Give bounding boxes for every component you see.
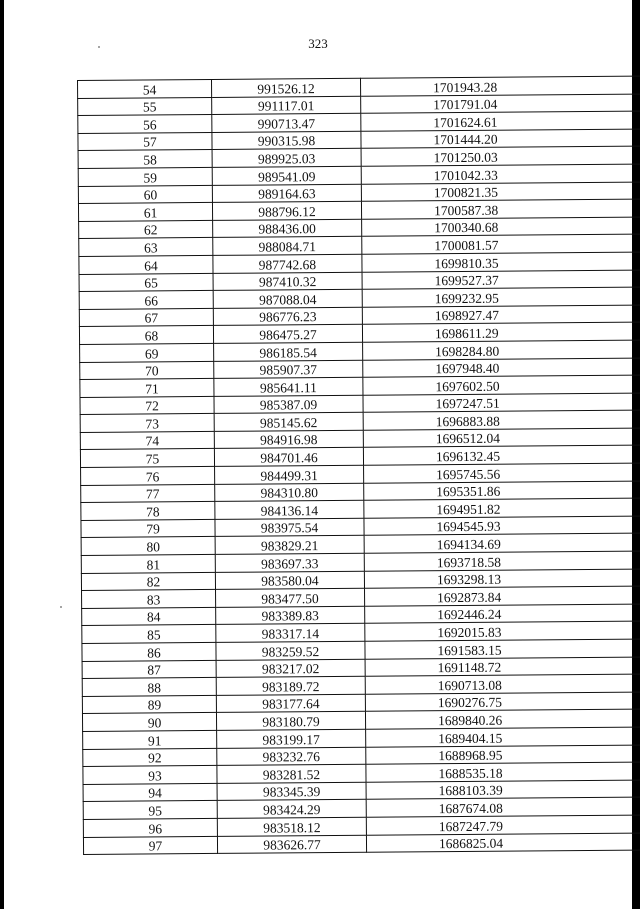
x-coordinate-cell: 989164.63 [212, 184, 361, 203]
x-coordinate-cell: 991526.12 [211, 78, 360, 97]
y-coordinate-cell: 1698611.29 [362, 322, 640, 342]
x-coordinate-cell: 983389.83 [216, 606, 365, 625]
point-number-cell: 71 [80, 379, 214, 398]
point-number-cell: 76 [81, 466, 215, 485]
x-coordinate-cell: 987742.68 [213, 254, 362, 273]
x-coordinate-cell: 984916.98 [214, 430, 363, 449]
document-page [4, 0, 632, 909]
y-coordinate-cell: 1696132.45 [363, 445, 640, 465]
x-coordinate-cell: 983424.29 [217, 800, 366, 819]
x-coordinate-cell: 986776.23 [213, 307, 362, 326]
y-coordinate-cell: 1701791.04 [361, 93, 640, 113]
x-coordinate-cell: 983180.79 [216, 712, 365, 731]
point-number-cell: 64 [79, 255, 213, 274]
y-coordinate-cell: 1700081.57 [362, 234, 640, 254]
point-number-cell: 78 [81, 502, 215, 521]
y-coordinate-cell: 1688535.18 [366, 762, 640, 782]
x-coordinate-cell: 983580.04 [215, 571, 364, 590]
point-number-cell: 57 [78, 132, 212, 151]
point-number-cell: 65 [79, 273, 213, 292]
point-number-cell: 63 [79, 238, 213, 257]
y-coordinate-cell: 1691148.72 [365, 656, 640, 676]
y-coordinate-cell: 1693298.13 [364, 568, 640, 588]
y-coordinate-cell: 1700821.35 [361, 181, 640, 201]
point-number-cell: 54 [78, 79, 212, 98]
y-coordinate-cell: 1697948.40 [363, 357, 640, 377]
point-number-cell: 55 [78, 97, 212, 116]
point-number-cell: 59 [78, 167, 212, 186]
point-number-cell: 73 [80, 414, 214, 433]
point-number-cell: 84 [82, 607, 216, 626]
point-number-cell: 96 [83, 818, 217, 837]
point-number-cell: 94 [83, 783, 217, 802]
x-coordinate-cell: 983697.33 [215, 553, 364, 572]
point-number-cell: 60 [78, 185, 212, 204]
point-number-cell: 77 [81, 484, 215, 503]
point-number-cell: 80 [81, 537, 215, 556]
x-coordinate-cell: 986475.27 [213, 325, 362, 344]
y-coordinate-cell: 1692873.84 [365, 586, 640, 606]
x-coordinate-cell: 984701.46 [214, 448, 363, 467]
point-number-cell: 90 [82, 713, 216, 732]
x-coordinate-cell: 985387.09 [214, 395, 363, 414]
y-coordinate-cell: 1697247.51 [363, 393, 640, 413]
x-coordinate-cell: 983281.52 [217, 764, 366, 783]
x-coordinate-cell: 983259.52 [216, 641, 365, 660]
x-coordinate-cell: 986185.54 [214, 342, 363, 361]
point-number-cell: 89 [82, 695, 216, 714]
coordinate-table [77, 75, 640, 855]
point-number-cell: 81 [81, 554, 215, 573]
point-number-cell: 97 [83, 836, 217, 855]
point-number-cell: 75 [80, 449, 214, 468]
y-coordinate-cell: 1687247.79 [366, 815, 640, 835]
x-coordinate-cell: 984310.80 [215, 483, 364, 502]
point-number-cell: 62 [79, 220, 213, 239]
y-coordinate-cell: 1701250.03 [361, 146, 640, 166]
point-number-cell: 79 [81, 519, 215, 538]
x-coordinate-cell: 983177.64 [216, 694, 365, 713]
x-coordinate-cell: 990315.98 [212, 131, 361, 150]
x-coordinate-cell: 985641.11 [214, 377, 363, 396]
y-coordinate-cell: 1693718.58 [364, 551, 640, 571]
y-coordinate-cell: 1699232.95 [362, 287, 640, 307]
y-coordinate-cell: 1692446.24 [365, 604, 640, 624]
y-coordinate-cell: 1690713.08 [365, 674, 640, 694]
y-coordinate-cell: 1695745.56 [364, 463, 640, 483]
x-coordinate-cell: 989541.09 [212, 166, 361, 185]
x-coordinate-cell: 985145.62 [214, 413, 363, 432]
y-coordinate-cell: 1701943.28 [360, 76, 640, 96]
x-coordinate-cell: 989925.03 [212, 149, 361, 168]
point-number-cell: 68 [79, 326, 213, 345]
x-coordinate-cell: 987088.04 [213, 289, 362, 308]
y-coordinate-cell: 1694134.69 [364, 533, 640, 553]
y-coordinate-cell: 1701624.61 [361, 111, 640, 131]
x-coordinate-cell: 983232.76 [217, 747, 366, 766]
x-coordinate-cell: 983626.77 [217, 835, 366, 854]
y-coordinate-cell: 1698927.47 [362, 305, 640, 325]
page-number: 323 [308, 36, 328, 51]
y-coordinate-cell: 1701042.33 [361, 164, 640, 184]
y-coordinate-cell: 1687674.08 [366, 797, 640, 817]
point-number-cell: 66 [79, 291, 213, 310]
x-coordinate-cell: 988084.71 [213, 237, 362, 256]
x-coordinate-cell: 983345.39 [217, 782, 366, 801]
point-number-cell: 82 [81, 572, 215, 591]
x-coordinate-cell: 983317.14 [216, 624, 365, 643]
y-coordinate-cell: 1689404.15 [366, 727, 640, 747]
scan-speck [60, 606, 62, 608]
point-number-cell: 95 [83, 801, 217, 820]
x-coordinate-cell: 983829.21 [215, 536, 364, 555]
y-coordinate-cell: 1700340.68 [362, 217, 640, 237]
point-number-cell: 58 [78, 150, 212, 169]
y-coordinate-cell: 1699527.37 [362, 269, 640, 289]
y-coordinate-cell: 1696512.04 [363, 428, 640, 448]
point-number-cell: 61 [78, 203, 212, 222]
x-coordinate-cell: 988796.12 [212, 201, 361, 220]
y-coordinate-cell: 1694951.82 [364, 498, 640, 518]
x-coordinate-cell: 987410.32 [213, 272, 362, 291]
y-coordinate-cell: 1689840.26 [365, 709, 640, 729]
x-coordinate-cell: 983518.12 [217, 817, 366, 836]
x-coordinate-cell: 983199.17 [217, 729, 366, 748]
y-coordinate-cell: 1686825.04 [366, 832, 640, 852]
point-number-cell: 92 [83, 748, 217, 767]
point-number-cell: 88 [82, 678, 216, 697]
coordinate-table-body [78, 76, 640, 855]
y-coordinate-cell: 1696883.88 [363, 410, 640, 430]
point-number-cell: 87 [82, 660, 216, 679]
x-coordinate-cell: 984136.14 [215, 501, 364, 520]
scan-speck [98, 46, 100, 48]
x-coordinate-cell: 984499.31 [215, 465, 364, 484]
y-coordinate-cell: 1692015.83 [365, 621, 640, 641]
y-coordinate-cell: 1701444.20 [361, 129, 640, 149]
point-number-cell: 69 [80, 343, 214, 362]
point-number-cell: 70 [80, 361, 214, 380]
y-coordinate-cell: 1698284.80 [363, 340, 640, 360]
y-coordinate-cell: 1700587.38 [361, 199, 640, 219]
x-coordinate-cell: 991117.01 [212, 96, 361, 115]
y-coordinate-cell: 1691583.15 [365, 639, 640, 659]
x-coordinate-cell: 983477.50 [216, 588, 365, 607]
y-coordinate-cell: 1699810.35 [362, 252, 640, 272]
y-coordinate-cell: 1697602.50 [363, 375, 640, 395]
x-coordinate-cell: 990713.47 [212, 113, 361, 132]
x-coordinate-cell: 983975.54 [215, 518, 364, 537]
y-coordinate-cell: 1694545.93 [364, 516, 640, 536]
point-number-cell: 83 [82, 590, 216, 609]
point-number-cell: 91 [83, 730, 217, 749]
point-number-cell: 85 [82, 625, 216, 644]
point-number-cell: 86 [82, 642, 216, 661]
point-number-cell: 67 [79, 308, 213, 327]
y-coordinate-cell: 1688103.39 [366, 780, 640, 800]
point-number-cell: 72 [80, 396, 214, 415]
x-coordinate-cell: 983217.02 [216, 659, 365, 678]
point-number-cell: 93 [83, 766, 217, 785]
table-row [83, 832, 640, 854]
x-coordinate-cell: 988436.00 [213, 219, 362, 238]
x-coordinate-cell: 983189.72 [216, 676, 365, 695]
y-coordinate-cell: 1688968.95 [366, 744, 640, 764]
x-coordinate-cell: 985907.37 [214, 360, 363, 379]
point-number-cell: 74 [80, 431, 214, 450]
y-coordinate-cell: 1690276.75 [365, 692, 640, 712]
point-number-cell: 56 [78, 115, 212, 134]
y-coordinate-cell: 1695351.86 [364, 480, 640, 500]
